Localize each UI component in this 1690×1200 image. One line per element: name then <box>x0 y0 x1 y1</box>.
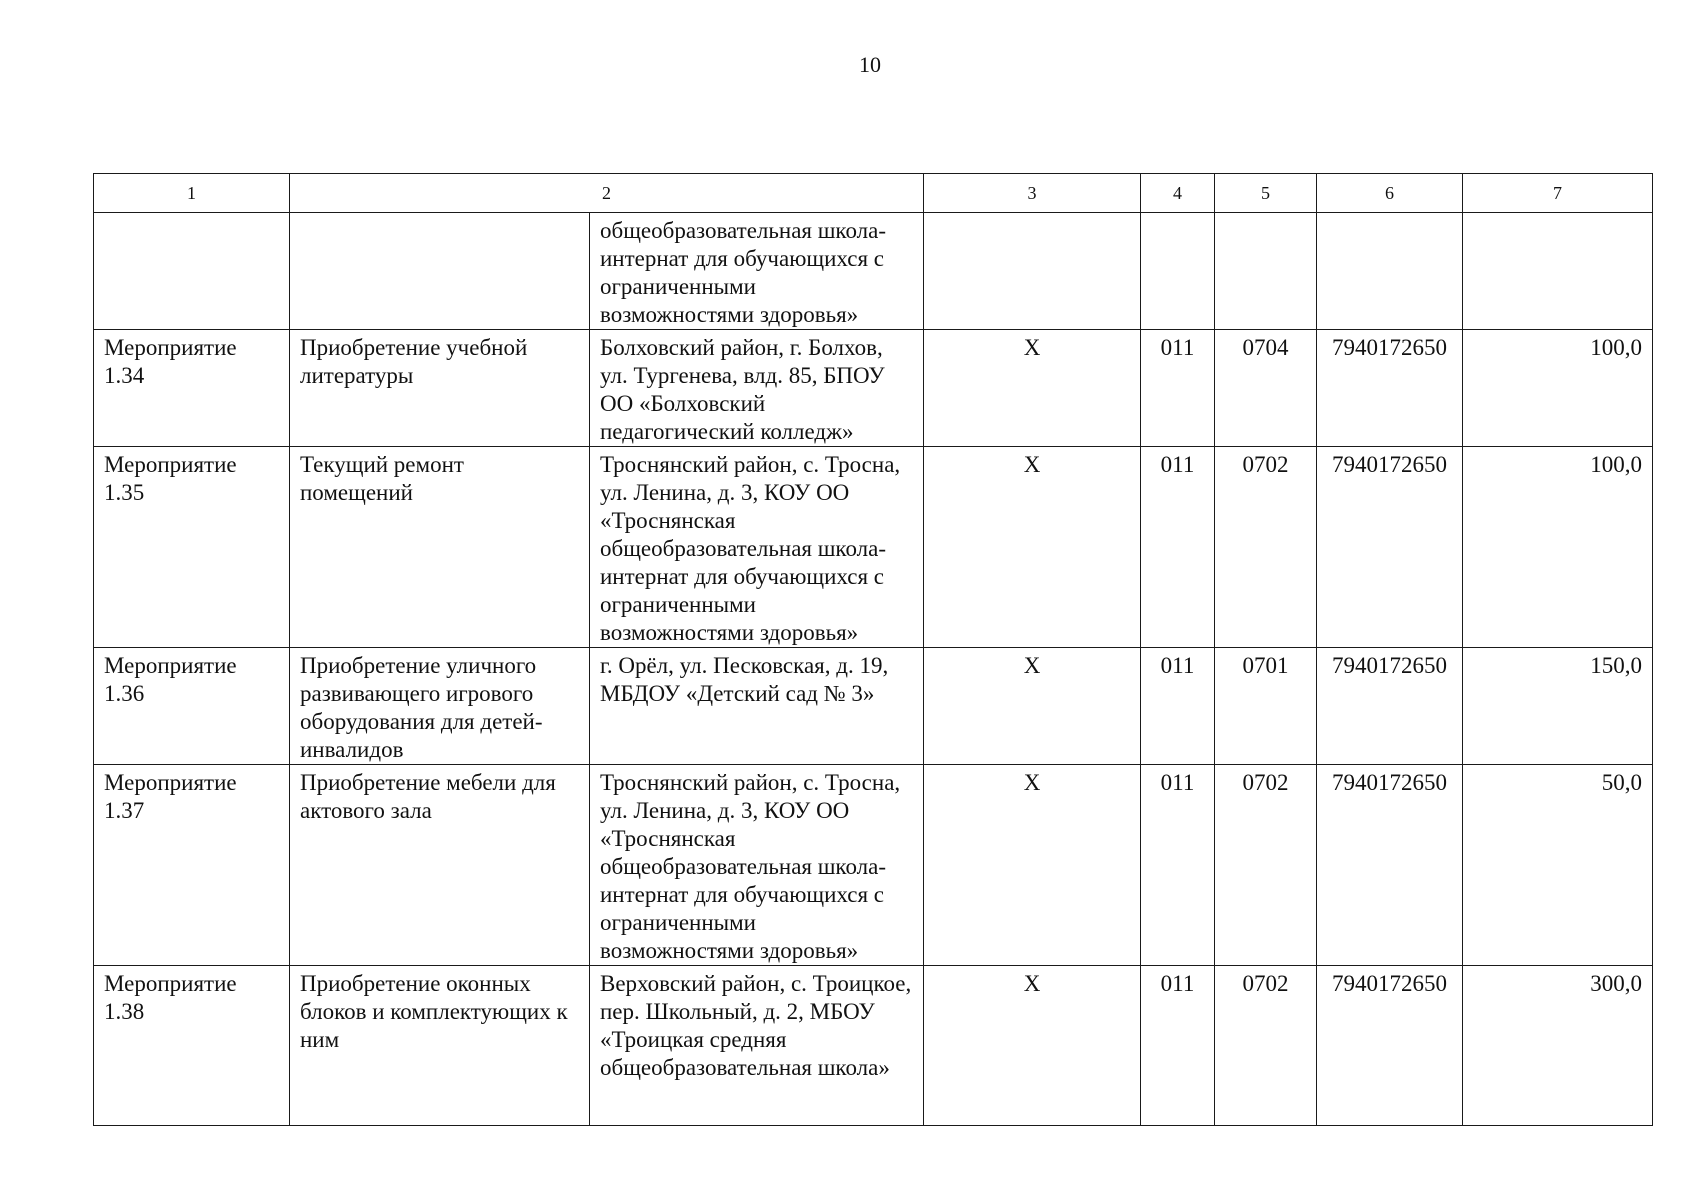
table-row <box>94 213 1653 330</box>
column-3-value: X <box>924 966 1141 1126</box>
activity-address: Болховский район, г. Болхов, ул. Тургенева, влд. 85, БПОУ ОО «Болховский педагогический колледж» <box>590 330 924 447</box>
activity-number: Мероприятие 1.37 <box>94 765 290 966</box>
grbs-code: 011 <box>1141 447 1215 648</box>
column-3-value: X <box>924 330 1141 447</box>
table-row <box>94 648 1653 765</box>
activity-number: Мероприятие 1.35 <box>94 447 290 648</box>
kcsr-code: 7940172650 <box>1317 330 1463 447</box>
activity-name: Приобретение мебели для актового зала <box>290 765 590 966</box>
activity-number <box>94 213 290 330</box>
amount-value: 100,0 <box>1463 330 1653 447</box>
page-number: 10 <box>859 52 881 77</box>
amount-value <box>1463 213 1653 330</box>
grbs-code: 011 <box>1141 330 1215 447</box>
activity-address: Троснянский район, с. Тросна, ул. Ленина, д. 3, КОУ ОО «Троснянская общеобразовательная школа-интернат для обучающихся с ограниченными возможностями здоровья» <box>590 765 924 966</box>
rzpr-code: 0702 <box>1215 765 1317 966</box>
kcsr-code: 7940172650 <box>1317 765 1463 966</box>
kcsr-code <box>1317 213 1463 330</box>
amount-value: 300,0 <box>1463 966 1653 1126</box>
kcsr-code: 7940172650 <box>1317 966 1463 1126</box>
activity-number: Мероприятие 1.34 <box>94 330 290 447</box>
activity-address: общеобразовательная школа-интернат для обучающихся с ограниченными возможностями здоровья» <box>590 213 924 330</box>
table-row <box>94 765 1653 966</box>
header-cell-1: 1 <box>94 174 290 213</box>
activity-address: г. Орёл, ул. Песковская, д. 19, МБДОУ «Детский сад № 3» <box>590 648 924 765</box>
table-row <box>94 966 1653 1126</box>
header-cell-2: 2 <box>290 174 924 213</box>
rzpr-code: 0704 <box>1215 330 1317 447</box>
header-cell-5: 5 <box>1215 174 1317 213</box>
header-cell-3: 3 <box>924 174 1141 213</box>
header-cell-6: 6 <box>1317 174 1463 213</box>
grbs-code <box>1141 213 1215 330</box>
column-3-value <box>924 213 1141 330</box>
column-3-value: X <box>924 447 1141 648</box>
amount-value: 150,0 <box>1463 648 1653 765</box>
activity-name: Приобретение уличного развивающего игрового оборудования для детей-инвалидов <box>290 648 590 765</box>
grbs-code: 011 <box>1141 765 1215 966</box>
table-header-row <box>94 174 1653 213</box>
rzpr-code <box>1215 213 1317 330</box>
header-cell-7: 7 <box>1463 174 1653 213</box>
kcsr-code: 7940172650 <box>1317 648 1463 765</box>
table-row <box>94 447 1653 648</box>
amount-value: 50,0 <box>1463 765 1653 966</box>
activity-name: Приобретение учебной литературы <box>290 330 590 447</box>
column-3-value: X <box>924 648 1141 765</box>
activity-name: Текущий ремонт помещений <box>290 447 590 648</box>
activity-number: Мероприятие 1.38 <box>94 966 290 1126</box>
column-3-value: X <box>924 765 1141 966</box>
rzpr-code: 0701 <box>1215 648 1317 765</box>
grbs-code: 011 <box>1141 966 1215 1126</box>
activities-table <box>93 173 1653 1126</box>
grbs-code: 011 <box>1141 648 1215 765</box>
header-cell-4: 4 <box>1141 174 1215 213</box>
table-row <box>94 330 1653 447</box>
amount-value: 100,0 <box>1463 447 1653 648</box>
activity-name: Приобретение оконных блоков и комплектующих к ним <box>290 966 590 1126</box>
activity-number: Мероприятие 1.36 <box>94 648 290 765</box>
activity-address: Верховский район, с. Троицкое, пер. Школьный, д. 2, МБОУ «Троицкая средняя общеобразовательная школа» <box>590 966 924 1126</box>
rzpr-code: 0702 <box>1215 966 1317 1126</box>
rzpr-code: 0702 <box>1215 447 1317 648</box>
kcsr-code: 7940172650 <box>1317 447 1463 648</box>
activity-name <box>290 213 590 330</box>
activity-address: Троснянский район, с. Тросна, ул. Ленина, д. 3, КОУ ОО «Троснянская общеобразовательная школа-интернат для обучающихся с ограниченными возможностями здоровья» <box>590 447 924 648</box>
